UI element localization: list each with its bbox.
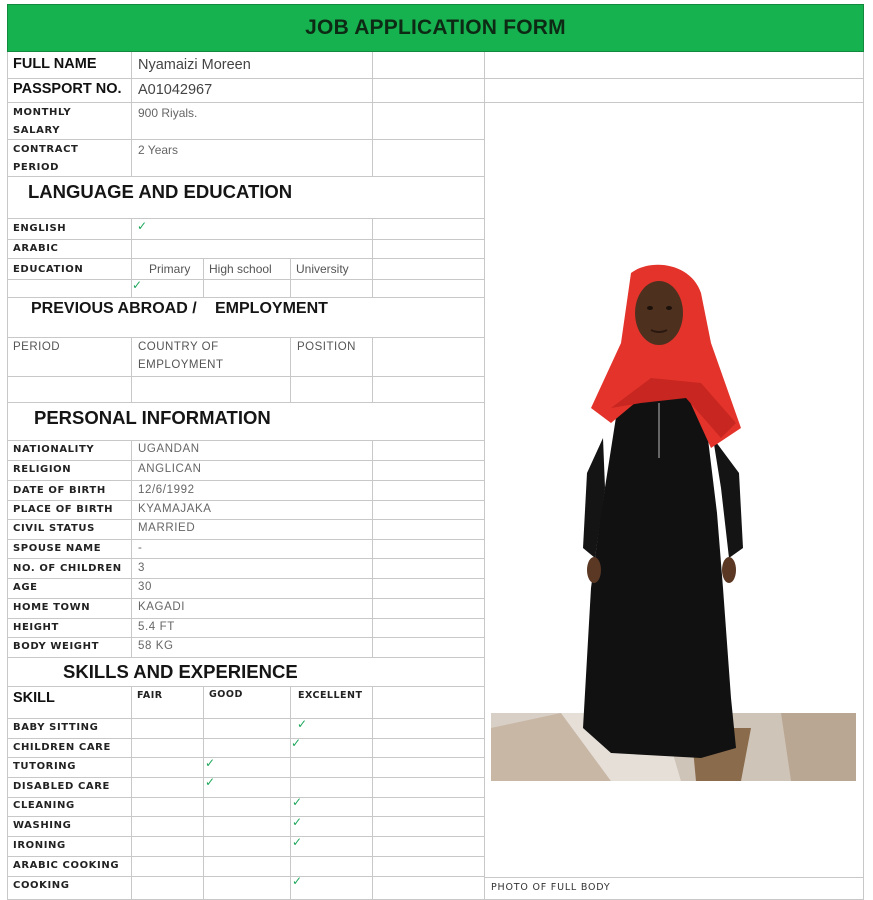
education-check-icon: ✓ [132, 278, 143, 292]
education-university: University [296, 262, 349, 276]
age-label: AGE [13, 582, 38, 593]
place-of-birth-label: PLACE OF BIRTH [13, 504, 114, 515]
skill-disabled-care-label: DISABLED CARE [13, 781, 110, 792]
skill-cleaning-check-icon: ✓ [292, 795, 303, 809]
spouse-name-label: SPOUSE NAME [13, 543, 102, 554]
full-body-photo [491, 258, 856, 781]
skill-baby-sitting-check-icon: ✓ [297, 717, 308, 731]
skill-ironing-check-icon: ✓ [292, 835, 303, 849]
country-header-line2: EMPLOYMENT [138, 359, 224, 371]
language-section-heading: LANGUAGE AND EDUCATION [28, 181, 293, 202]
contract-value: 2 Years [138, 143, 179, 157]
position-header: POSITION [297, 341, 356, 353]
religion-value: ANGLICAN [138, 463, 202, 475]
passport-value: A01042967 [138, 82, 213, 98]
children-value: 3 [138, 562, 145, 574]
form-title-bar [7, 4, 864, 52]
height-label: HEIGHT [13, 622, 59, 633]
skill-children-care-label: CHILDREN CARE [13, 742, 111, 753]
personal-section-heading: PERSONAL INFORMATION [34, 407, 271, 428]
education-high-school: High school [209, 262, 272, 276]
nationality-value: UGANDAN [138, 443, 200, 455]
skill-tutoring-check-icon: ✓ [205, 756, 216, 770]
skills-section-heading: SKILLS AND EXPERIENCE [63, 661, 298, 682]
full-name-label: FULL NAME [13, 56, 97, 72]
photo-caption: PHOTO OF FULL BODY [491, 882, 611, 893]
skill-cooking-label: COOKING [13, 880, 70, 891]
civil-status-label: CIVIL STATUS [13, 523, 95, 534]
civil-status-value: MARRIED [138, 522, 196, 534]
skill-arabic-cooking-label: ARABIC COOKING [13, 860, 120, 871]
education-primary: Primary [149, 262, 191, 276]
skill-cooking-check-icon: ✓ [292, 874, 303, 888]
good-column-header: GOOD [209, 689, 243, 700]
spouse-name-value: - [138, 542, 143, 554]
period-header: PERIOD [13, 341, 61, 353]
home-town-value: KAGADI [138, 601, 186, 613]
form-title: JOB APPLICATION FORM [305, 16, 566, 39]
body-weight-label: BODY WEIGHT [13, 641, 99, 652]
arabic-label: ARABIC [13, 243, 59, 254]
salary-value: 900 Riyals. [138, 106, 198, 120]
skill-cleaning-label: CLEANING [13, 800, 75, 811]
english-label: ENGLISH [13, 223, 67, 234]
skill-tutoring-label: TUTORING [13, 761, 77, 772]
nationality-label: NATIONALITY [13, 444, 95, 455]
home-town-label: HOME TOWN [13, 602, 91, 613]
dob-label: DATE OF BIRTH [13, 485, 106, 496]
skill-washing-label: WASHING [13, 820, 72, 831]
salary-label-line2: SALARY [13, 125, 61, 136]
dob-value: 12/6/1992 [138, 484, 195, 496]
english-check-icon: ✓ [137, 219, 148, 233]
skill-column-header: SKILL [13, 690, 55, 706]
fair-column-header: FAIR [137, 690, 163, 701]
education-label: EDUCATION [13, 264, 84, 275]
place-of-birth-value: KYAMAJAKA [138, 503, 212, 515]
children-label: NO. OF CHILDREN [13, 563, 122, 574]
body-weight-value: 58 KG [138, 640, 174, 652]
salary-label-line1: MONTHLY [13, 107, 72, 118]
skill-disabled-care-check-icon: ✓ [205, 775, 216, 789]
skill-ironing-label: IRONING [13, 840, 66, 851]
skill-washing-check-icon: ✓ [292, 815, 303, 829]
employment-heading-part1: PREVIOUS ABROAD / [31, 300, 197, 317]
religion-label: RELIGION [13, 464, 72, 475]
excellent-column-header: EXCELLENT [298, 690, 363, 701]
height-value: 5.4 FT [138, 621, 175, 633]
age-value: 30 [138, 581, 152, 593]
skill-baby-sitting-label: BABY SITTING [13, 722, 99, 733]
country-header-line1: COUNTRY OF [138, 341, 219, 353]
employment-heading-part2: EMPLOYMENT [215, 300, 328, 317]
contract-label-line2: PERIOD [13, 162, 59, 173]
passport-label: PASSPORT NO. [13, 81, 122, 97]
full-name-value: Nyamaizi Moreen [138, 57, 251, 73]
contract-label-line1: CONTRACT [13, 144, 79, 155]
skill-children-care-check-icon: ✓ [291, 736, 302, 750]
